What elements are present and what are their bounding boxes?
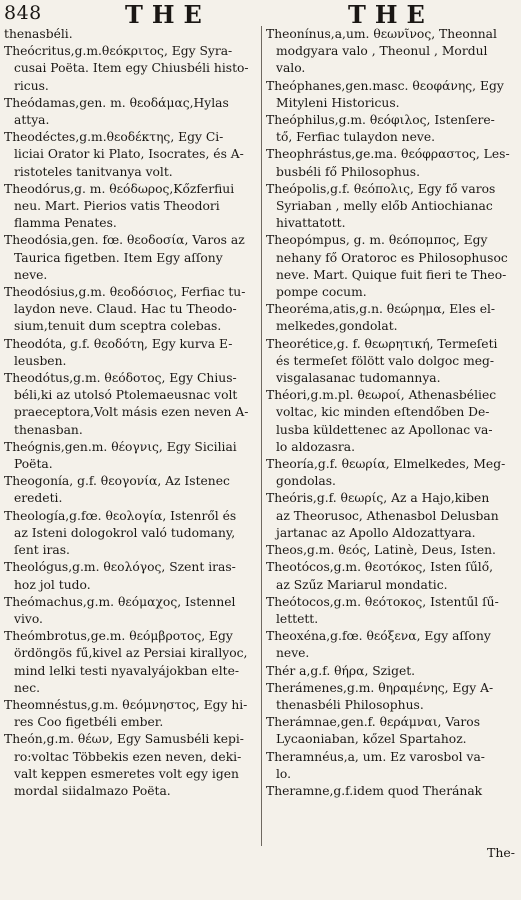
dictionary-entry <box>266 594 518 628</box>
entry-continuation: modgyara valo , Theonul , Mordul <box>276 44 488 59</box>
dictionary-entry <box>4 559 259 593</box>
entry-headline: Theos,g.m. θεός, Latinè, Deus, Isten. <box>266 543 496 558</box>
entry-continuation: neve. <box>276 646 310 661</box>
dictionary-entry <box>266 783 518 800</box>
dictionary-entry <box>266 714 518 748</box>
dictionary-entry <box>266 559 518 593</box>
entry-continuation: az Theorusoc, Athenasbol Delusban <box>276 508 499 523</box>
dictionary-entry <box>4 731 259 800</box>
column-divider <box>261 26 262 846</box>
dictionary-entry <box>4 508 259 560</box>
entry-continuation: Taurica figetben. Item Egy aſſony <box>14 250 223 265</box>
entry-continuation: flamma Penates. <box>14 216 117 231</box>
entry-continuation: ristoteles tanitvanya volt. <box>14 164 173 179</box>
dictionary-entry <box>266 749 518 783</box>
entry-continuation: melkedes,gondolat. <box>276 319 398 334</box>
entry-headline: Theodéctes,g.m.θεοδέκτης, Egy Ci- <box>4 130 224 145</box>
entry-continuation: lo. <box>276 766 292 781</box>
running-head-right: THE <box>348 0 434 29</box>
running-head-left: THE <box>125 0 211 29</box>
right-column <box>266 26 518 800</box>
entry-continuation: és termeſet fölött valo dolgoc meg- <box>276 353 495 368</box>
dictionary-entry <box>266 112 518 146</box>
left-column <box>4 26 259 800</box>
entry-headline: Theoría,g.f. θεωρία, Elmelkedes, Meg- <box>266 457 506 472</box>
entry-continuation: valo. <box>276 61 306 76</box>
dictionary-entry <box>266 336 518 388</box>
dictionary-entry <box>266 301 518 335</box>
dictionary-entry <box>266 628 518 662</box>
entry-headline: Theón,g.m. θέων, Egy Samusbéli kepi- <box>4 732 244 747</box>
entry-continuation: pompe cocum. <box>276 285 367 300</box>
dictionary-entry <box>4 232 259 284</box>
entry-headline: Theramne,g.f.idem quod Therának <box>266 783 483 798</box>
dictionary-entry <box>4 181 259 233</box>
dictionary-entry <box>266 542 518 559</box>
dictionary-entry <box>4 26 259 43</box>
entry-headline: Theodósia,gen. fœ. θεοδοσία, Varos az <box>4 233 245 248</box>
entry-continuation: nec. <box>14 680 40 695</box>
dictionary-entry <box>266 181 518 233</box>
entry-continuation: mordal siidalmazo Poëta. <box>14 783 171 798</box>
dictionary-entry <box>266 663 518 680</box>
dictionary-entry <box>266 456 518 490</box>
dictionary-entry <box>266 78 518 112</box>
entry-headline: Theoxéna,g.fœ. θεόξενα, Egy aſſony <box>266 629 491 644</box>
entry-continuation: ſent iras. <box>14 543 70 558</box>
dictionary-entry <box>4 95 259 129</box>
dictionary-entry <box>266 146 518 180</box>
entry-continuation: Poëta. <box>14 457 53 472</box>
dictionary-entry <box>4 284 259 336</box>
entry-continuation: busbéli fő Philosophus. <box>276 164 420 179</box>
dictionary-entry <box>4 697 259 731</box>
entry-continuation: eredeti. <box>14 491 63 506</box>
dictionary-entry <box>266 680 518 714</box>
entry-continuation: nehany fő Oratoroc es Philosophusoc <box>276 250 508 265</box>
entry-continuation: cusai Poëta. Item egy Chiusbéli histo- <box>14 61 249 76</box>
entry-continuation: valt keppen esmeretes volt egy igen <box>14 766 239 781</box>
entry-continuation: visgalasanac tudomannya. <box>276 371 441 386</box>
dictionary-entry <box>266 232 518 301</box>
entry-headline: Theómbrotus,ge.m. θεόμβροτος, Egy <box>4 629 233 644</box>
dictionary-entry <box>4 439 259 473</box>
entry-headline: Theótocos,g.m. θεότοκος, Istentűl ſű- <box>266 594 499 609</box>
entry-headline: Theología,g.fœ. θεολογία, Istenről és <box>4 508 237 523</box>
entry-continuation: neu. Mart. Pierios vatis Theodori <box>14 199 220 214</box>
dictionary-entry <box>266 26 518 78</box>
entry-headline: Theophrástus,ge.ma. θεόφραστος, Les- <box>266 147 510 162</box>
entry-headline: Theológus,g.m. θεολόγος, Szent iras- <box>4 560 236 575</box>
entry-headline: thenasbéli. <box>4 27 73 41</box>
entry-headline: Therámnae,gen.f. θεράμναι, Varos <box>266 715 481 730</box>
entry-continuation: ricus. <box>14 78 49 93</box>
entry-continuation: hivattatott. <box>276 216 346 231</box>
entry-headline: Theómachus,g.m. θεόμαχος, Istennel <box>4 594 236 609</box>
entry-continuation: ördöngös fű,kivel az Persiai kirallyoc, <box>14 646 248 661</box>
entry-headline: Theócritus,g.m.θεόκριτος, Egy Syra- <box>4 44 233 59</box>
entry-headline: Theodóta, g.f. θεοδότη, Egy kurva E- <box>4 336 233 351</box>
entry-headline: Therámenes,g.m. θηραμένης, Egy A- <box>266 680 494 695</box>
entry-continuation: Syriaban , melly előb Antiochianac <box>276 199 493 214</box>
entry-continuation: res Coo figetbéli ember. <box>14 715 164 730</box>
entry-headline: Theópolis,g.f. θεόπολις, Egy fő varos <box>266 181 496 196</box>
entry-headline: Thér a,g.f. θήρα, Sziget. <box>266 663 416 678</box>
entry-continuation: thenasban. <box>14 422 83 437</box>
entry-continuation: béli,ki az utolsó Ptolemaeusnac volt <box>14 388 238 403</box>
entry-headline: Theodósius,g.m. θεοδόσιος, Ferfiac tu- <box>4 285 246 300</box>
page-number: 848 <box>4 2 42 24</box>
entry-headline: Theonínus,a,um. θεωνῖνος, Theonnal <box>266 27 497 41</box>
dictionary-entry <box>4 336 259 370</box>
dictionary-entry <box>4 370 259 439</box>
entry-continuation: az Szűz Mariarul mondatic. <box>276 577 448 592</box>
entry-headline: Theodórus,g. m. θεόδωρος,Kőzferfiui <box>4 181 235 196</box>
entry-continuation: jartanac az Apollo Aldozattyara. <box>276 525 476 540</box>
entry-headline: Theogonía, g.f. θεογονία, Az Istenec <box>4 474 230 489</box>
dictionary-entry <box>4 129 259 181</box>
entry-headline: Theorétice,g. f. θεωρητική, Termeſeti <box>266 336 498 351</box>
entry-continuation: Mityleni Historicus. <box>276 95 400 110</box>
entry-continuation: leusben. <box>14 353 67 368</box>
entry-continuation: lo aldozasra. <box>276 439 356 454</box>
entry-headline: Theodótus,g.m. θεόδοτος, Egy Chius- <box>4 371 237 386</box>
entry-continuation: neve. <box>14 267 48 282</box>
dictionary-entry <box>4 43 259 95</box>
entry-continuation: hoz jol tudo. <box>14 577 91 592</box>
entry-continuation: sium,tenuit dum sceptra colebas. <box>14 319 222 334</box>
entry-continuation: tő, Ferfiac tulaydon neve. <box>276 130 436 145</box>
entry-headline: Theopómpus, g. m. θεόπομπος, Egy <box>266 233 488 248</box>
entry-continuation: vivo. <box>14 611 43 626</box>
dictionary-entry <box>266 387 518 456</box>
entry-continuation: neve. Mart. Quique fuit fieri te Theo- <box>276 267 507 282</box>
entry-continuation: Lycaoniaban, kőzel Spartahoz. <box>276 732 467 747</box>
entry-headline: Theramnéus,a, um. Ez varosbol va- <box>266 749 485 764</box>
entry-headline: Theomnéstus,g.m. θεόμνηστος, Egy hi- <box>4 697 248 712</box>
entry-headline: Theotócos,g.m. θεοτόκος, Isten ſűlő, <box>266 560 494 575</box>
entry-continuation: lusba küldettenec az Apollonac va- <box>276 422 493 437</box>
entry-headline: Theoréma,atis,g.n. θεώρημα, Eles el- <box>266 302 496 317</box>
entry-continuation: az Isteni dologokrol való tudomany, <box>14 525 236 540</box>
entry-continuation: voltac, kic minden eſtendőben De- <box>276 405 490 420</box>
page-header <box>0 2 521 28</box>
entry-continuation: thenasbéli Philosophus. <box>276 697 424 712</box>
dictionary-entry <box>4 594 259 628</box>
entry-continuation: laydon neve. Claud. Hac tu Theodo- <box>14 302 237 317</box>
dictionary-entry <box>266 490 518 542</box>
entry-headline: Theódamas,gen. m. θεοδάμας,Hylas <box>4 95 229 110</box>
entry-headline: Théori,g.m.pl. θεωροί, Athenasbéliec <box>266 388 497 403</box>
entry-continuation: attya. <box>14 113 50 128</box>
entry-headline: Theóris,g.f. θεωρίς, Az a Hajo,kiben <box>266 491 490 506</box>
catchword: The- <box>486 845 515 860</box>
entry-continuation: praeceptora,Volt másis ezen neven A- <box>14 405 249 420</box>
entry-headline: Theóphilus,g.m. θεόφιλος, Istenſere- <box>266 113 495 128</box>
dictionary-entry <box>4 473 259 507</box>
entry-headline: Theógnis,gen.m. θέογνις, Egy Siciliai <box>4 439 237 454</box>
entry-continuation: liciai Orator ki Plato, Isocrates, és A- <box>14 147 244 162</box>
entry-continuation: lettett. <box>276 611 319 626</box>
entry-continuation: gondolas. <box>276 474 336 489</box>
dictionary-entry <box>4 628 259 697</box>
entry-continuation: ro:voltac Többekis ezen neven, deki- <box>14 749 242 764</box>
entry-continuation: mind lelki testi nyavalyájokban elte- <box>14 663 240 678</box>
entry-headline: Theóphanes,gen.masc. θεοφάνης, Egy <box>266 78 504 93</box>
